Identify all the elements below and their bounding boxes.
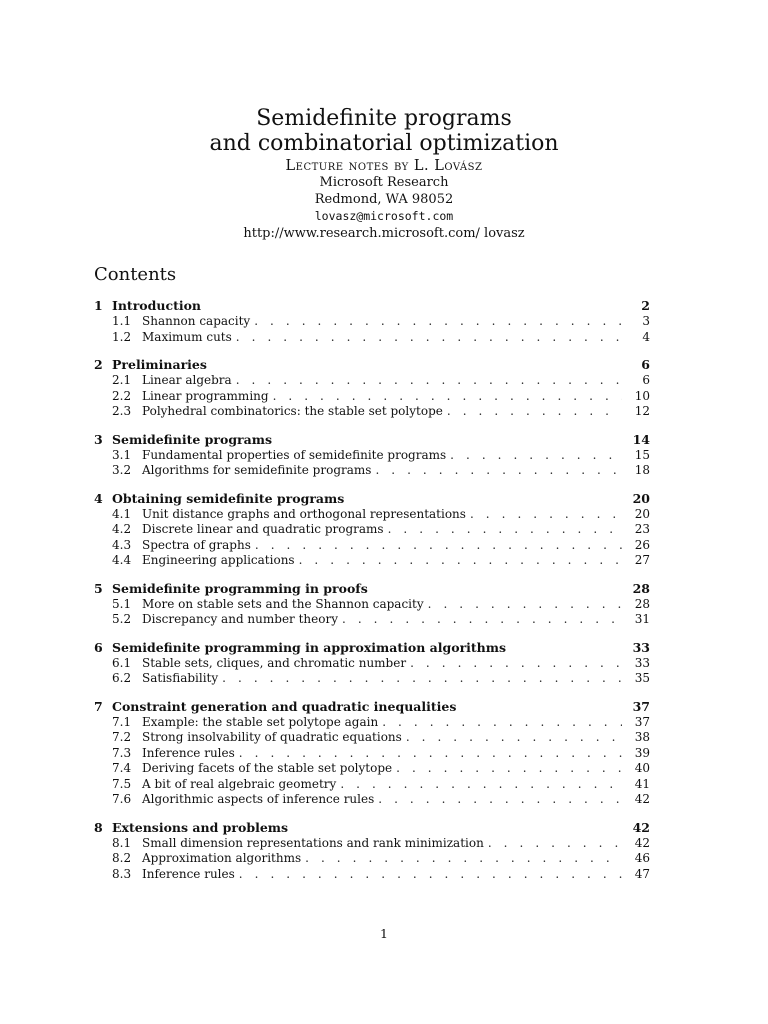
toc-subsection-page: 23	[634, 522, 650, 536]
toc-section-page: 14	[632, 431, 650, 447]
dot-leader	[222, 671, 622, 687]
toc-subsection-row[interactable]	[94, 597, 650, 613]
dot-leader	[273, 389, 622, 405]
toc-subsection-page: 27	[634, 553, 650, 567]
toc-section-page: 42	[632, 819, 650, 835]
dot-leader	[299, 553, 622, 569]
toc-subsection-title: Stable sets, cliques, and chromatic number	[142, 655, 407, 670]
toc-section	[94, 491, 650, 569]
toc-subsection-number: 2.2	[112, 388, 132, 403]
contents-heading: Contents	[94, 264, 177, 285]
toc-section-heading	[94, 820, 288, 836]
toc-section-row[interactable]	[94, 298, 650, 314]
toc-subsection-number: 8.1	[112, 835, 132, 850]
toc-section-heading	[94, 699, 456, 715]
toc-subsection-title: Approximation algorithms	[142, 851, 302, 865]
author-byline: Lecture notes by L. Lovász	[285, 158, 483, 174]
toc-subsection-title: Linear programming	[142, 388, 269, 403]
dot-leader	[470, 507, 622, 523]
toc-subsection-number: 5.2	[112, 612, 132, 626]
dot-leader	[428, 597, 622, 613]
toc-section-page: 28	[632, 580, 650, 596]
document-title	[0, 106, 768, 156]
toc-section-number: 5	[94, 580, 103, 596]
toc-section-number: 6	[94, 639, 103, 655]
toc-subsection-row[interactable]	[94, 851, 650, 867]
affiliation: Microsoft Research	[319, 175, 449, 190]
toc-subsection-page: 47	[634, 866, 650, 881]
toc-section-heading	[94, 432, 272, 448]
toc-subsection-page: 42	[634, 792, 650, 806]
dot-leader	[375, 463, 622, 479]
toc-subsection-row[interactable]	[94, 612, 650, 628]
toc-section-number: 8	[94, 819, 103, 835]
toc-section-title: Introduction	[112, 298, 202, 313]
toc-subsection-row[interactable]	[94, 715, 650, 731]
dot-leader	[447, 404, 622, 420]
toc-subsection-page: 41	[634, 776, 650, 791]
toc-subsection-title: Discrete linear and quadratic programs	[142, 522, 384, 536]
toc-subsection-number: 8.2	[112, 851, 132, 865]
address: Redmond, WA 98052	[314, 192, 454, 207]
toc-section-page: 6	[641, 357, 650, 372]
dot-leader	[388, 522, 622, 538]
toc-section-heading	[94, 491, 344, 507]
toc-subsection-row[interactable]	[94, 538, 650, 554]
toc-section-row[interactable]	[94, 699, 650, 715]
toc-subsection-row[interactable]	[94, 507, 650, 523]
toc-section-page: 2	[641, 298, 650, 313]
toc-subsection-title: Satisfiability	[142, 671, 219, 685]
dot-leader	[410, 656, 622, 672]
toc-subsection-title: Deriving facets of the stable set polytope	[142, 761, 393, 775]
toc-section-heading	[94, 298, 201, 314]
toc-subsection-page: 33	[634, 655, 650, 670]
toc-subsection-row[interactable]	[94, 746, 650, 762]
toc-section-row[interactable]	[94, 432, 650, 448]
toc-subsection-page: 46	[634, 851, 650, 865]
toc-subsection-row[interactable]	[94, 404, 650, 420]
toc-subsection-row[interactable]	[94, 330, 650, 346]
table-of-contents	[94, 298, 650, 894]
toc-section	[94, 699, 650, 808]
toc-subsection-number: 7.4	[112, 761, 132, 775]
toc-subsection-number: 7.2	[112, 730, 132, 744]
toc-subsection-number: 6.1	[112, 655, 132, 670]
toc-section-number: 7	[94, 698, 103, 714]
toc-section-heading	[94, 581, 368, 597]
toc-section-number: 4	[94, 490, 103, 506]
toc-subsection-title: Polyhedral combinatorics: the stable set polytope	[142, 404, 443, 418]
toc-section-title: Extensions and problems	[112, 819, 289, 835]
title-block	[0, 106, 768, 242]
toc-subsection-number: 2.3	[112, 404, 132, 418]
toc-subsection-row[interactable]	[94, 389, 650, 405]
toc-subsection-page: 40	[634, 761, 650, 775]
author-email: lovasz@microsoft.com	[314, 209, 454, 223]
toc-subsection-number: 3.1	[112, 447, 132, 462]
toc-subsection-page: 18	[634, 463, 650, 477]
dot-leader	[396, 761, 622, 777]
toc-section-number: 1	[94, 298, 103, 313]
toc-subsection-row[interactable]	[94, 314, 650, 330]
toc-section-page: 20	[632, 490, 650, 506]
author-url: http://www.research.microsoft.com/ lovasz	[243, 226, 525, 241]
toc-subsection-number: 7.6	[112, 792, 132, 806]
toc-section-row[interactable]	[94, 581, 650, 597]
toc-subsection-row[interactable]	[94, 553, 650, 569]
dot-leader	[406, 730, 622, 746]
toc-subsection-page: 6	[642, 373, 650, 387]
dot-leader	[340, 777, 622, 793]
dot-leader	[236, 330, 622, 346]
dot-leader	[488, 836, 622, 852]
toc-section-title: Preliminaries	[112, 357, 207, 372]
dot-leader	[254, 314, 622, 330]
toc-subsection-title: Strong insolvability of quadratic equations	[142, 730, 402, 744]
toc-subsection-page: 10	[634, 388, 650, 403]
toc-section-number: 2	[94, 357, 103, 372]
toc-subsection-number: 3.2	[112, 463, 132, 477]
toc-subsection-row[interactable]	[94, 463, 650, 479]
toc-section	[94, 298, 650, 345]
toc-subsection-title: Maximum cuts	[142, 329, 232, 344]
toc-subsection-page: 37	[634, 714, 650, 729]
toc-section-number: 3	[94, 431, 103, 447]
toc-subsection-title: Shannon capacity	[142, 314, 251, 328]
toc-subsection-number: 1.2	[112, 329, 132, 344]
toc-section-heading	[94, 357, 207, 373]
dot-leader	[378, 792, 622, 808]
toc-section-row[interactable]	[94, 640, 650, 656]
toc-subsection-page: 4	[642, 329, 650, 344]
toc-subsection-page: 38	[634, 730, 650, 744]
toc-subsection-number: 5.1	[112, 596, 132, 611]
toc-section-page: 33	[632, 639, 650, 655]
toc-subsection-page: 42	[634, 835, 650, 850]
toc-subsection-page: 20	[634, 506, 650, 521]
toc-subsection-title: Algorithms for semidefinite programs	[142, 463, 372, 477]
toc-subsection-page: 26	[634, 537, 650, 552]
toc-section	[94, 581, 650, 628]
toc-subsection-title: Example: the stable set polytope again	[142, 714, 379, 729]
dot-leader	[255, 538, 622, 554]
toc-subsection-row[interactable]	[94, 671, 650, 687]
toc-subsection-row[interactable]	[94, 836, 650, 852]
toc-subsection-title: A bit of real algebraic geometry	[142, 776, 337, 791]
toc-subsection-number: 7.5	[112, 776, 132, 791]
toc-subsection-title: Linear algebra	[142, 373, 232, 387]
toc-subsection-page: 35	[634, 671, 650, 685]
toc-subsection-row[interactable]	[94, 761, 650, 777]
toc-section-title: Obtaining semidefinite programs	[112, 490, 345, 506]
toc-subsection-title: Spectra of graphs	[142, 537, 251, 552]
page-number: 1	[380, 926, 388, 941]
toc-subsection-page: 28	[634, 596, 650, 611]
toc-section	[94, 432, 650, 479]
toc-subsection-row[interactable]	[94, 373, 650, 389]
toc-section-heading	[94, 640, 506, 656]
toc-subsection-row[interactable]	[94, 867, 650, 883]
toc-subsection-number: 6.2	[112, 671, 132, 685]
toc-subsection-title: Small dimension representations and rank minimization	[142, 835, 484, 850]
toc-subsection-number: 7.1	[112, 714, 132, 729]
toc-subsection-row[interactable]	[94, 777, 650, 793]
toc-subsection-title: Unit distance graphs and orthogonal representations	[142, 506, 466, 521]
title-line-1: Semidefinite programs	[256, 106, 512, 131]
toc-section-title: Semidefinite programming in approximation algorithms	[112, 639, 507, 655]
dot-leader	[239, 746, 622, 762]
toc-subsection-row[interactable]	[94, 448, 650, 464]
toc-subsection-title: More on stable sets and the Shannon capacity	[142, 596, 424, 611]
toc-section-title: Semidefinite programming in proofs	[112, 580, 368, 596]
toc-subsection-title: Engineering applications	[142, 553, 295, 567]
toc-subsection-title: Fundamental properties of semidefinite programs	[142, 447, 447, 462]
toc-subsection-page: 12	[634, 404, 650, 418]
toc-section-page: 37	[632, 698, 650, 714]
toc-subsection-row[interactable]	[94, 522, 650, 538]
dot-leader	[342, 612, 622, 628]
toc-subsection-number: 2.1	[112, 373, 132, 387]
toc-subsection-title: Discrepancy and number theory	[142, 612, 338, 626]
toc-subsection-number: 4.1	[112, 506, 132, 521]
toc-subsection-page: 3	[642, 314, 650, 328]
toc-subsection-number: 1.1	[112, 314, 132, 328]
dot-leader	[236, 373, 622, 389]
toc-section-row[interactable]	[94, 357, 650, 373]
toc-subsection-number: 7.3	[112, 745, 132, 760]
toc-section-row[interactable]	[94, 820, 650, 836]
toc-subsection-row[interactable]	[94, 656, 650, 672]
toc-section-title: Semidefinite programs	[112, 431, 273, 447]
toc-subsection-number: 4.3	[112, 537, 132, 552]
dot-leader	[305, 851, 622, 867]
dot-leader	[450, 448, 622, 464]
toc-subsection-title: Inference rules	[142, 866, 235, 881]
toc-subsection-page: 15	[634, 447, 650, 462]
toc-section-row[interactable]	[94, 491, 650, 507]
toc-subsection-number: 4.2	[112, 522, 132, 536]
dot-leader	[382, 715, 622, 731]
toc-subsection-number: 4.4	[112, 553, 132, 567]
toc-section	[94, 357, 650, 420]
toc-section-title: Constraint generation and quadratic inequalities	[112, 698, 457, 714]
toc-subsection-title: Inference rules	[142, 745, 235, 760]
toc-subsection-row[interactable]	[94, 792, 650, 808]
toc-subsection-title: Algorithmic aspects of inference rules	[142, 792, 375, 806]
title-line-2: and combinatorial optimization	[209, 131, 559, 156]
toc-subsection-number: 8.3	[112, 866, 132, 881]
toc-subsection-row[interactable]	[94, 730, 650, 746]
toc-subsection-page: 39	[634, 745, 650, 760]
dot-leader	[239, 867, 622, 883]
toc-section	[94, 820, 650, 883]
toc-subsection-page: 31	[634, 612, 650, 626]
toc-section	[94, 640, 650, 687]
